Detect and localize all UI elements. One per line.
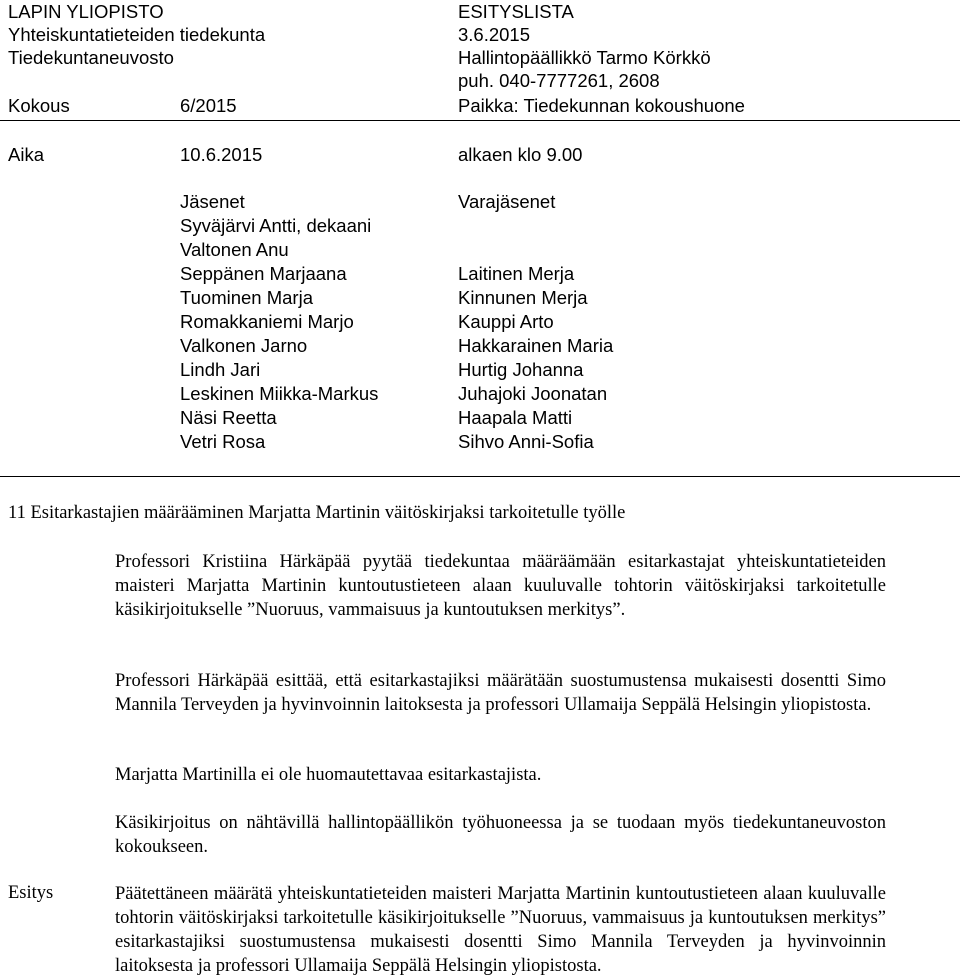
time-label: Aika — [8, 144, 44, 165]
agenda-item-heading: 11 Esitarkastajien määrääminen Marjatta Martinin väitöskirjaksi tarkoitetulle työlle — [8, 503, 626, 523]
deputy: Haapala Matti — [458, 407, 573, 428]
meeting-date: 10.6.2015 — [180, 144, 263, 165]
meeting-number: 6/2015 — [180, 95, 237, 116]
section-divider — [0, 476, 960, 477]
member: Tuominen Marja — [180, 287, 313, 308]
meeting-label: Kokous — [8, 95, 70, 116]
university-name: LAPIN YLIOPISTO — [8, 1, 164, 22]
deputy: Kauppi Arto — [458, 311, 554, 332]
member: Leskinen Miikka-Markus — [180, 383, 379, 404]
deputies-column — [458, 262, 613, 454]
deputy: Hurtig Johanna — [458, 359, 584, 380]
meeting-time: alkaen klo 9.00 — [458, 144, 583, 165]
member: Näsi Reetta — [180, 407, 277, 428]
member: Valkonen Jarno — [180, 335, 308, 356]
contact-phone: puh. 040-7777261, 2608 — [458, 70, 660, 91]
deputy: Juhajoki Joonatan — [458, 383, 608, 404]
member: Vetri Rosa — [180, 431, 266, 452]
council-name: Tiedekuntaneuvosto — [8, 47, 174, 68]
contact-name: Hallintopäällikkö Tarmo Körkkö — [458, 47, 711, 68]
deputy: Hakkarainen Maria — [458, 335, 614, 356]
deputy: Laitinen Merja — [458, 263, 575, 284]
item-paragraph: Käsikirjoitus on nähtävillä hallintopäällikön työhuoneessa ja se tuodaan myös tiedekuntaneuvoston kokoukseen. — [115, 813, 886, 857]
member: Valtonen Anu — [180, 239, 289, 260]
member: Syväjärvi Antti, dekaani — [180, 215, 372, 236]
item-paragraph: Marjatta Martinilla ei ole huomautettavaa esitarkastajista. — [115, 765, 542, 785]
member: Romakkaniemi Marjo — [180, 311, 354, 332]
item-paragraph: Professori Kristiina Härkäpää pyytää tiedekuntaa määräämään esitarkastajat yhteiskuntatieteiden maisteri Marjatta Martinin kuntoutustieteen alaan kuuluvalle tohtorin väitöskirjaksi tarkoitetulle käsikirjoitukselle ”Nuoruus, vammaisuus ja kuntoutuksen merkitys”. — [115, 552, 886, 620]
deputy: Kinnunen Merja — [458, 287, 588, 308]
document-type: ESITYSLISTA — [458, 1, 574, 22]
proposal-text: Päätettäneen määrätä yhteiskuntatieteiden maisteri Marjatta Martinin kuntoutustieteen alaan kuuluvalle tohtorin väitöskirjaksi tarkoitetulle käsikirjoitukselle ”Nuoruus, vammaisuus ja kuntoutuksen merkitys” esitarkastajiksi suostumustensa mukaisesti dosentti Simo Mannila Terveyden ja hyvinvoinnin laitoksesta ja professori Ullamaija Seppälä Helsingin yliopistosta. — [115, 884, 886, 976]
deputies-title: Varajäsenet — [458, 191, 556, 212]
document-date: 3.6.2015 — [458, 24, 531, 45]
deputy: Sihvo Anni-Sofia — [458, 431, 594, 452]
member: Seppänen Marjaana — [180, 263, 347, 284]
faculty-name: Yhteiskuntatieteiden tiedekunta — [8, 24, 266, 45]
member: Lindh Jari — [180, 359, 261, 380]
meeting-place: Paikka: Tiedekunnan kokoushuone — [458, 95, 745, 116]
members-title: Jäsenet — [180, 191, 245, 212]
header-divider — [0, 120, 960, 121]
item-paragraph: Professori Härkäpää esittää, että esitarkastajiksi määrätään suostumustensa mukaisesti dosentti Simo Mannila Terveyden ja hyvinvoinnin laitoksesta ja professori Ullamaija Seppälä Helsingin yliopistosta. — [115, 671, 886, 715]
proposal-label: Esitys — [8, 883, 54, 903]
members-column — [180, 190, 378, 454]
